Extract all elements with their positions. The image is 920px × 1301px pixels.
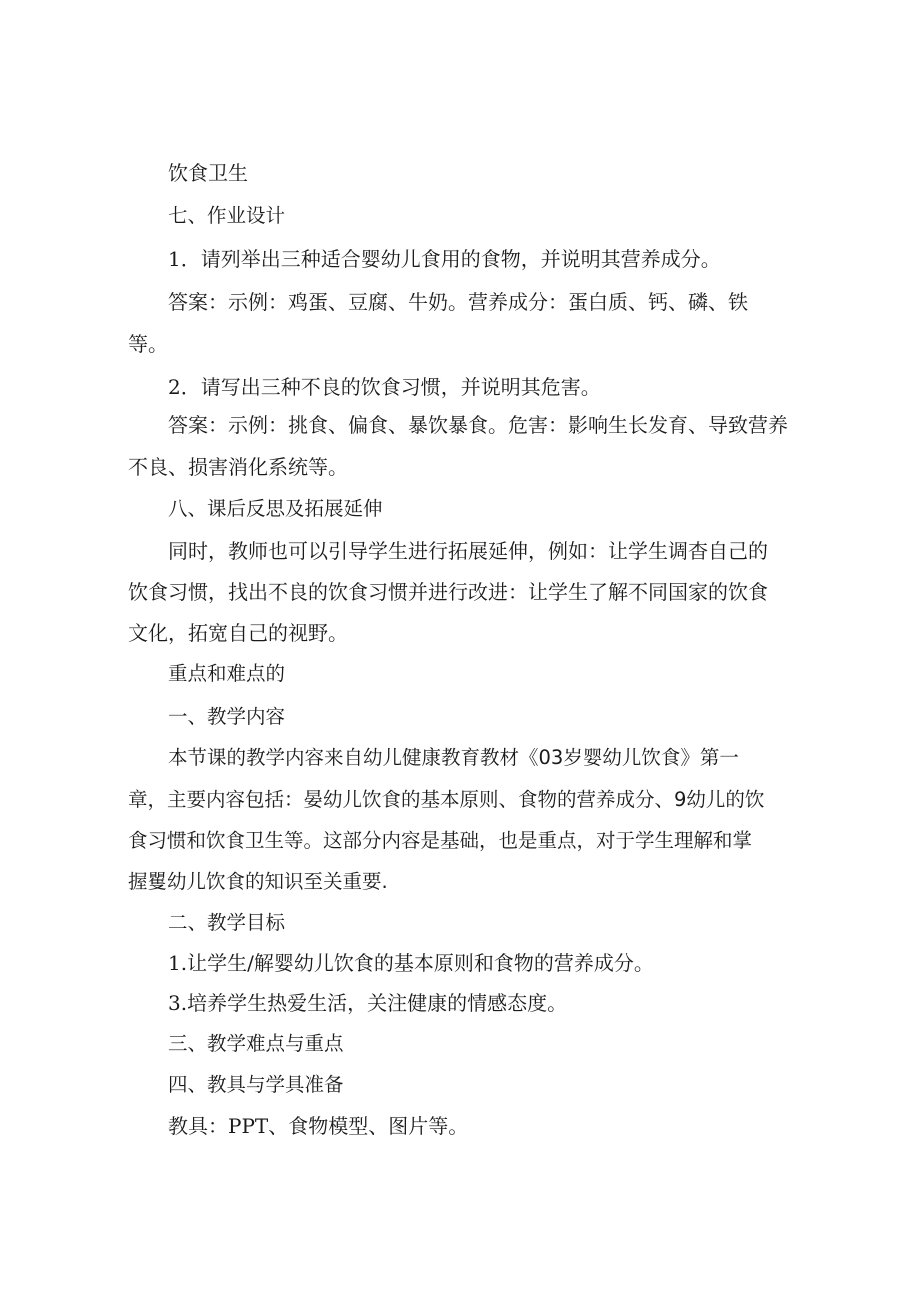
reflection-line-3: 文化，拓宽自己的视野。 bbox=[128, 621, 348, 645]
answer-2-line-2: 不良、损害消化系统等。 bbox=[128, 455, 348, 479]
heading-teaching-content: 一、教学内容 bbox=[168, 705, 286, 728]
heading-reflection: 八、课后反思及拓展延伸 bbox=[168, 497, 383, 520]
paragraph-diet-hygiene: 饮食卫生 bbox=[168, 161, 248, 185]
answer-1-line-2: 等。 bbox=[128, 332, 168, 356]
heading-teaching-goals: 二、教学目标 bbox=[168, 911, 286, 934]
heading-key-points: 重点和难点的 bbox=[168, 662, 286, 685]
goal-1: 1.让学生/解婴幼儿饮食的基本原则和食物的营养成分。 bbox=[168, 951, 654, 975]
content-line-2: 章，主要内容包括：晏幼儿饮食的基本原则、食物的营养成分、9幼儿的饮 bbox=[128, 788, 765, 811]
answer-1-line-1: 答案：示例：鸡蛋、豆腐、牛奶。营养成分：蛋白质、钙、磷、铁 bbox=[168, 290, 748, 314]
question-2: 2．请写出三种不良的饮食习惯，并说明其危害。 bbox=[168, 375, 601, 399]
heading-difficulties: 三、教学难点与重点 bbox=[168, 1032, 344, 1055]
content-line-1: 本节课的教学内容来自幼儿健康教育教材《03岁婴幼儿饮食》第一 bbox=[168, 746, 739, 769]
answer-2-line-1: 答案：示例：挑食、偏食、暴饮暴食。危害：影响生长发育、导致营养 bbox=[168, 413, 788, 437]
heading-teaching-aids: 四、教具与学具准备 bbox=[168, 1073, 344, 1096]
content-line-4: 握矍幼儿饮食的知识至关重要. bbox=[128, 870, 388, 893]
teaching-aids-list: 教具：PPT、食物模型、图片等。 bbox=[168, 1114, 469, 1138]
question-1: 1．请列举出三种适合婴幼儿食用的食物，并说明其营养成分。 bbox=[168, 247, 721, 271]
reflection-line-2: 饮食习惯，找出不良的饮食习惯并进行改进：让学生了解不同国家的饮食 bbox=[128, 580, 768, 604]
content-line-3: 食习惯和饮食卫生等。这部分内容是基础，也是重点，对于学生理解和掌 bbox=[128, 829, 753, 852]
reflection-line-1: 同时，教师也可以引导学生进行拓展延伸，例如：让学生调杳自己的 bbox=[168, 539, 768, 563]
goal-3: 3.培养学生热爱生活，关注健康的情感态度。 bbox=[168, 991, 568, 1015]
heading-homework-design: 七、作业设计 bbox=[168, 204, 286, 227]
